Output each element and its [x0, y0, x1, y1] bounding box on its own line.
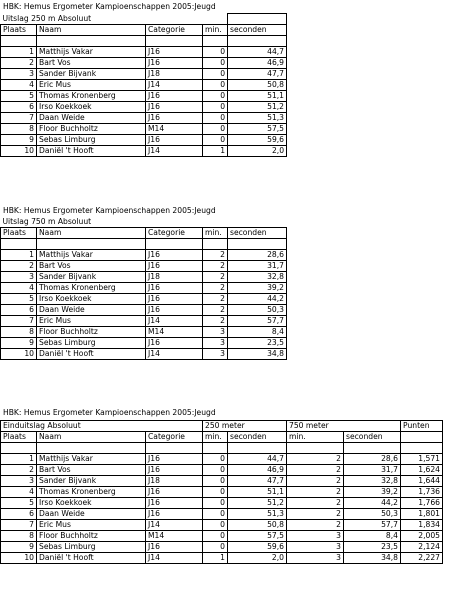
- cell-plaats: 7: [1, 113, 37, 124]
- cell-min: 0: [203, 58, 228, 69]
- cell-plaats: 9: [1, 542, 37, 553]
- column-header-plaats: Plaats: [1, 25, 37, 36]
- cell-naam: Matthijs Vakar: [37, 250, 146, 261]
- cell-min: 0: [203, 465, 228, 476]
- cell-seconden: 2,0: [228, 553, 287, 564]
- cell-seconden: 46,9: [228, 465, 287, 476]
- cell-categorie: J16: [146, 542, 203, 553]
- cell-punten: 2,124: [401, 542, 443, 553]
- cell-plaats: 6: [1, 305, 37, 316]
- cell-naam: Sebas Limburg: [37, 135, 146, 146]
- cell-min: 2: [203, 250, 228, 261]
- table-row: [1, 316, 287, 327]
- cell-naam: Daniël 't Hooft: [37, 146, 146, 157]
- column-header-categorie: Categorie: [146, 25, 203, 36]
- cell-categorie: J16: [146, 283, 203, 294]
- column-header-seconden: seconden: [228, 25, 287, 36]
- cell-plaats: 10: [1, 553, 37, 564]
- table-row: [1, 58, 287, 69]
- column-header-min: min.: [203, 25, 228, 36]
- cell-categorie: M14: [146, 531, 203, 542]
- cell-min-750: 2: [287, 476, 344, 487]
- cell-plaats: 5: [1, 91, 37, 102]
- cell-min: 0: [203, 102, 228, 113]
- table-row: [1, 146, 287, 157]
- cell-categorie: J16: [146, 135, 203, 146]
- cell-min: 2: [203, 272, 228, 283]
- column-header-seconden: seconden: [228, 228, 287, 239]
- cell-naam: Daan Weide: [37, 305, 146, 316]
- cell-categorie: J16: [146, 487, 203, 498]
- cell-seconden: 23,5: [228, 338, 287, 349]
- cell-plaats: 8: [1, 531, 37, 542]
- cell-seconden: 34,8: [228, 349, 287, 360]
- cell-seconden: 50,8: [228, 520, 287, 531]
- cell-categorie: J16: [146, 261, 203, 272]
- group-label-750m: 750 meter: [287, 421, 401, 432]
- cell-punten: 2,005: [401, 531, 443, 542]
- cell-seconden: 57,5: [228, 124, 287, 135]
- cell-min: 0: [203, 476, 228, 487]
- cell-naam: Eric Mus: [37, 80, 146, 91]
- section-1-heading: HBK: Hemus Ergometer Kampioenschappen 2005:Jeugd: [3, 2, 216, 11]
- cell-min: 1: [203, 553, 228, 564]
- cell-punten: 2,227: [401, 553, 443, 564]
- cell-naam: Floor Buchholtz: [37, 531, 146, 542]
- cell-naam: Daan Weide: [37, 113, 146, 124]
- cell-plaats: 2: [1, 261, 37, 272]
- table-row: [1, 338, 287, 349]
- cell-seconden: 51,3: [228, 113, 287, 124]
- cell-min: 0: [203, 454, 228, 465]
- table-row: [1, 520, 443, 531]
- table-row: [1, 498, 443, 509]
- cell-min-750: 3: [287, 542, 344, 553]
- cell-plaats: 5: [1, 498, 37, 509]
- final-results-table: [0, 420, 443, 564]
- cell-plaats: 4: [1, 487, 37, 498]
- cell-seconden: 2,0: [228, 146, 287, 157]
- cell-seconden: 57,7: [228, 316, 287, 327]
- cell-naam: Eric Mus: [37, 520, 146, 531]
- cell-plaats: 3: [1, 69, 37, 80]
- cell-seconden-750: 50,3: [344, 509, 401, 520]
- results-750m-table: [0, 217, 287, 360]
- cell-plaats: 9: [1, 135, 37, 146]
- cell-min-750: 2: [287, 520, 344, 531]
- cell-min: 0: [203, 531, 228, 542]
- section-2-subtitle: Uitslag 750 m Absoluut: [1, 217, 287, 228]
- cell-min-750: 3: [287, 553, 344, 564]
- table-row: [1, 272, 287, 283]
- cell-naam: Eric Mus: [37, 316, 146, 327]
- cell-naam: Thomas Kronenberg: [37, 283, 146, 294]
- cell-plaats: 1: [1, 250, 37, 261]
- table-row: [1, 80, 287, 91]
- section-2-heading: HBK: Hemus Ergometer Kampioenschappen 2005:Jeugd: [3, 206, 216, 215]
- group-label-punten: Punten: [401, 421, 443, 432]
- cell-min-750: 3: [287, 531, 344, 542]
- cell-naam: Thomas Kronenberg: [37, 487, 146, 498]
- cell-seconden-750: 23,5: [344, 542, 401, 553]
- cell-naam: Matthijs Vakar: [37, 454, 146, 465]
- column-header-min-250: min.: [203, 432, 228, 443]
- cell-plaats: 10: [1, 349, 37, 360]
- cell-plaats: 4: [1, 80, 37, 91]
- cell-seconden-750: 57,7: [344, 520, 401, 531]
- cell-categorie: J16: [146, 47, 203, 58]
- cell-min: 3: [203, 338, 228, 349]
- cell-plaats: 5: [1, 294, 37, 305]
- cell-min: 2: [203, 316, 228, 327]
- column-header-seconden-250: seconden: [228, 432, 287, 443]
- cell-seconden: 44,7: [228, 47, 287, 58]
- cell-punten: 1,624: [401, 465, 443, 476]
- cell-seconden: 32,8: [228, 272, 287, 283]
- table-row: [1, 250, 287, 261]
- cell-categorie: J16: [146, 498, 203, 509]
- cell-naam: Sander Bijvank: [37, 476, 146, 487]
- table-row: [1, 91, 287, 102]
- cell-seconden: 59,6: [228, 135, 287, 146]
- column-header-naam: Naam: [37, 432, 146, 443]
- cell-categorie: J16: [146, 102, 203, 113]
- cell-categorie: J16: [146, 509, 203, 520]
- cell-min: 3: [203, 327, 228, 338]
- cell-plaats: 8: [1, 124, 37, 135]
- cell-min: 0: [203, 542, 228, 553]
- cell-min: 0: [203, 135, 228, 146]
- column-header-naam: Naam: [37, 228, 146, 239]
- cell-min: 0: [203, 91, 228, 102]
- cell-plaats: 6: [1, 102, 37, 113]
- cell-punten: 1,766: [401, 498, 443, 509]
- table-row: [1, 124, 287, 135]
- table-row: [1, 531, 443, 542]
- cell-seconden: 31,7: [228, 261, 287, 272]
- cell-seconden: 44,2: [228, 294, 287, 305]
- cell-categorie: J16: [146, 338, 203, 349]
- table-row: [1, 113, 287, 124]
- cell-min: 0: [203, 47, 228, 58]
- section-1-subtitle: Uitslag 250 m Absoluut: [2, 13, 92, 23]
- cell-seconden: 59,6: [228, 542, 287, 553]
- cell-seconden: 51,1: [228, 91, 287, 102]
- cell-seconden: 28,6: [228, 250, 287, 261]
- cell-min: 3: [203, 349, 228, 360]
- cell-plaats: 2: [1, 465, 37, 476]
- cell-plaats: 3: [1, 476, 37, 487]
- cell-plaats: 1: [1, 454, 37, 465]
- cell-plaats: 8: [1, 327, 37, 338]
- cell-categorie: J18: [146, 476, 203, 487]
- cell-categorie: J14: [146, 553, 203, 564]
- cell-seconden: 51,1: [228, 487, 287, 498]
- cell-seconden-750: 34,8: [344, 553, 401, 564]
- cell-min: 0: [203, 498, 228, 509]
- cell-naam: Sander Bijvank: [37, 272, 146, 283]
- cell-seconden: 8,4: [228, 327, 287, 338]
- cell-naam: Irso Koekkoek: [37, 498, 146, 509]
- column-header-seconden-750: seconden: [344, 432, 401, 443]
- column-header-naam: Naam: [37, 25, 146, 36]
- cell-naam: Irso Koekkoek: [37, 294, 146, 305]
- cell-naam: Daniël 't Hooft: [37, 349, 146, 360]
- cell-min-750: 2: [287, 454, 344, 465]
- column-header-plaats: Plaats: [1, 228, 37, 239]
- table-header-row: [1, 432, 443, 443]
- table-header-row: [1, 25, 287, 36]
- cell-seconden-750: 32,8: [344, 476, 401, 487]
- cell-punten: 1,571: [401, 454, 443, 465]
- cell-plaats: 6: [1, 509, 37, 520]
- cell-seconden-750: 39,2: [344, 487, 401, 498]
- cell-naam: Daan Weide: [37, 509, 146, 520]
- cell-categorie: J14: [146, 349, 203, 360]
- cell-naam: Bart Vos: [37, 465, 146, 476]
- cell-seconden: 44,7: [228, 454, 287, 465]
- cell-plaats: 9: [1, 338, 37, 349]
- cell-categorie: J18: [146, 272, 203, 283]
- cell-categorie: J16: [146, 91, 203, 102]
- cell-naam: Thomas Kronenberg: [37, 91, 146, 102]
- table-row: [1, 349, 287, 360]
- column-header-min-750: min.: [287, 432, 344, 443]
- cell-punten: 1,834: [401, 520, 443, 531]
- table-row: [1, 294, 287, 305]
- cell-categorie: J16: [146, 58, 203, 69]
- cell-naam: Floor Buchholtz: [37, 124, 146, 135]
- table-row: [1, 327, 287, 338]
- table-row: [1, 69, 287, 80]
- cell-naam: Floor Buchholtz: [37, 327, 146, 338]
- cell-categorie: J14: [146, 146, 203, 157]
- cell-categorie: M14: [146, 327, 203, 338]
- table-row: [1, 542, 443, 553]
- column-header-min: min.: [203, 228, 228, 239]
- cell-min: 1: [203, 146, 228, 157]
- cell-min: 0: [203, 509, 228, 520]
- table-row: [1, 283, 287, 294]
- cell-categorie: J14: [146, 316, 203, 327]
- cell-min-750: 2: [287, 465, 344, 476]
- cell-seconden: 51,2: [228, 498, 287, 509]
- cell-plaats: 1: [1, 47, 37, 58]
- cell-min: 0: [203, 124, 228, 135]
- cell-min: 2: [203, 283, 228, 294]
- cell-min: 0: [203, 487, 228, 498]
- cell-categorie: J16: [146, 454, 203, 465]
- group-label-250m: 250 meter: [203, 421, 287, 432]
- cell-seconden: 51,3: [228, 509, 287, 520]
- cell-plaats: 10: [1, 146, 37, 157]
- cell-seconden: 50,8: [228, 80, 287, 91]
- cell-min: 2: [203, 305, 228, 316]
- column-header-categorie: Categorie: [146, 228, 203, 239]
- results-250m-table: [0, 13, 287, 157]
- cell-seconden: 47,7: [228, 69, 287, 80]
- cell-seconden: 51,2: [228, 102, 287, 113]
- table-row: [1, 509, 443, 520]
- cell-seconden: 47,7: [228, 476, 287, 487]
- cell-categorie: J14: [146, 80, 203, 91]
- cell-plaats: 4: [1, 283, 37, 294]
- cell-categorie: J16: [146, 113, 203, 124]
- cell-plaats: 7: [1, 316, 37, 327]
- column-header-categorie: Categorie: [146, 432, 203, 443]
- cell-seconden: 50,3: [228, 305, 287, 316]
- cell-naam: Sebas Limburg: [37, 338, 146, 349]
- cell-punten: 1,644: [401, 476, 443, 487]
- cell-seconden-750: 44,2: [344, 498, 401, 509]
- cell-seconden: 57,5: [228, 531, 287, 542]
- table-row: [1, 487, 443, 498]
- cell-naam: Sebas Limburg: [37, 542, 146, 553]
- table-header-row: [1, 228, 287, 239]
- table-row: [1, 261, 287, 272]
- cell-min: 2: [203, 294, 228, 305]
- cell-categorie: J18: [146, 69, 203, 80]
- cell-categorie: J16: [146, 305, 203, 316]
- column-header-plaats: Plaats: [1, 432, 37, 443]
- table-row: [1, 47, 287, 58]
- table-row: [1, 553, 443, 564]
- cell-punten: 1,736: [401, 487, 443, 498]
- cell-seconden-750: 31,7: [344, 465, 401, 476]
- cell-naam: Irso Koekkoek: [37, 102, 146, 113]
- cell-plaats: 7: [1, 520, 37, 531]
- cell-min: 0: [203, 520, 228, 531]
- cell-plaats: 2: [1, 58, 37, 69]
- cell-seconden: 46,9: [228, 58, 287, 69]
- table-row: [1, 454, 443, 465]
- cell-categorie: J14: [146, 520, 203, 531]
- cell-min: 2: [203, 261, 228, 272]
- cell-naam: Bart Vos: [37, 58, 146, 69]
- cell-categorie: M14: [146, 124, 203, 135]
- table-row: [1, 476, 443, 487]
- cell-naam: Matthijs Vakar: [37, 47, 146, 58]
- cell-seconden-750: 8,4: [344, 531, 401, 542]
- section-3-subtitle: Einduitslag Absoluut: [1, 421, 203, 432]
- cell-seconden-750: 28,6: [344, 454, 401, 465]
- cell-seconden: 39,2: [228, 283, 287, 294]
- cell-min: 0: [203, 113, 228, 124]
- table-row: [1, 102, 287, 113]
- cell-punten: 1,801: [401, 509, 443, 520]
- cell-naam: Sander Bijvank: [37, 69, 146, 80]
- cell-naam: Bart Vos: [37, 261, 146, 272]
- cell-categorie: J16: [146, 465, 203, 476]
- cell-min: 0: [203, 69, 228, 80]
- cell-min-750: 2: [287, 487, 344, 498]
- cell-plaats: 3: [1, 272, 37, 283]
- cell-categorie: J16: [146, 250, 203, 261]
- cell-categorie: J16: [146, 294, 203, 305]
- cell-min: 0: [203, 80, 228, 91]
- table-row: [1, 305, 287, 316]
- table-row: [1, 135, 287, 146]
- section-3-heading: HBK: Hemus Ergometer Kampioenschappen 2005:Jeugd: [3, 408, 216, 417]
- cell-min-750: 2: [287, 509, 344, 520]
- cell-naam: Daniël 't Hooft: [37, 553, 146, 564]
- cell-min-750: 2: [287, 498, 344, 509]
- table-row: [1, 465, 443, 476]
